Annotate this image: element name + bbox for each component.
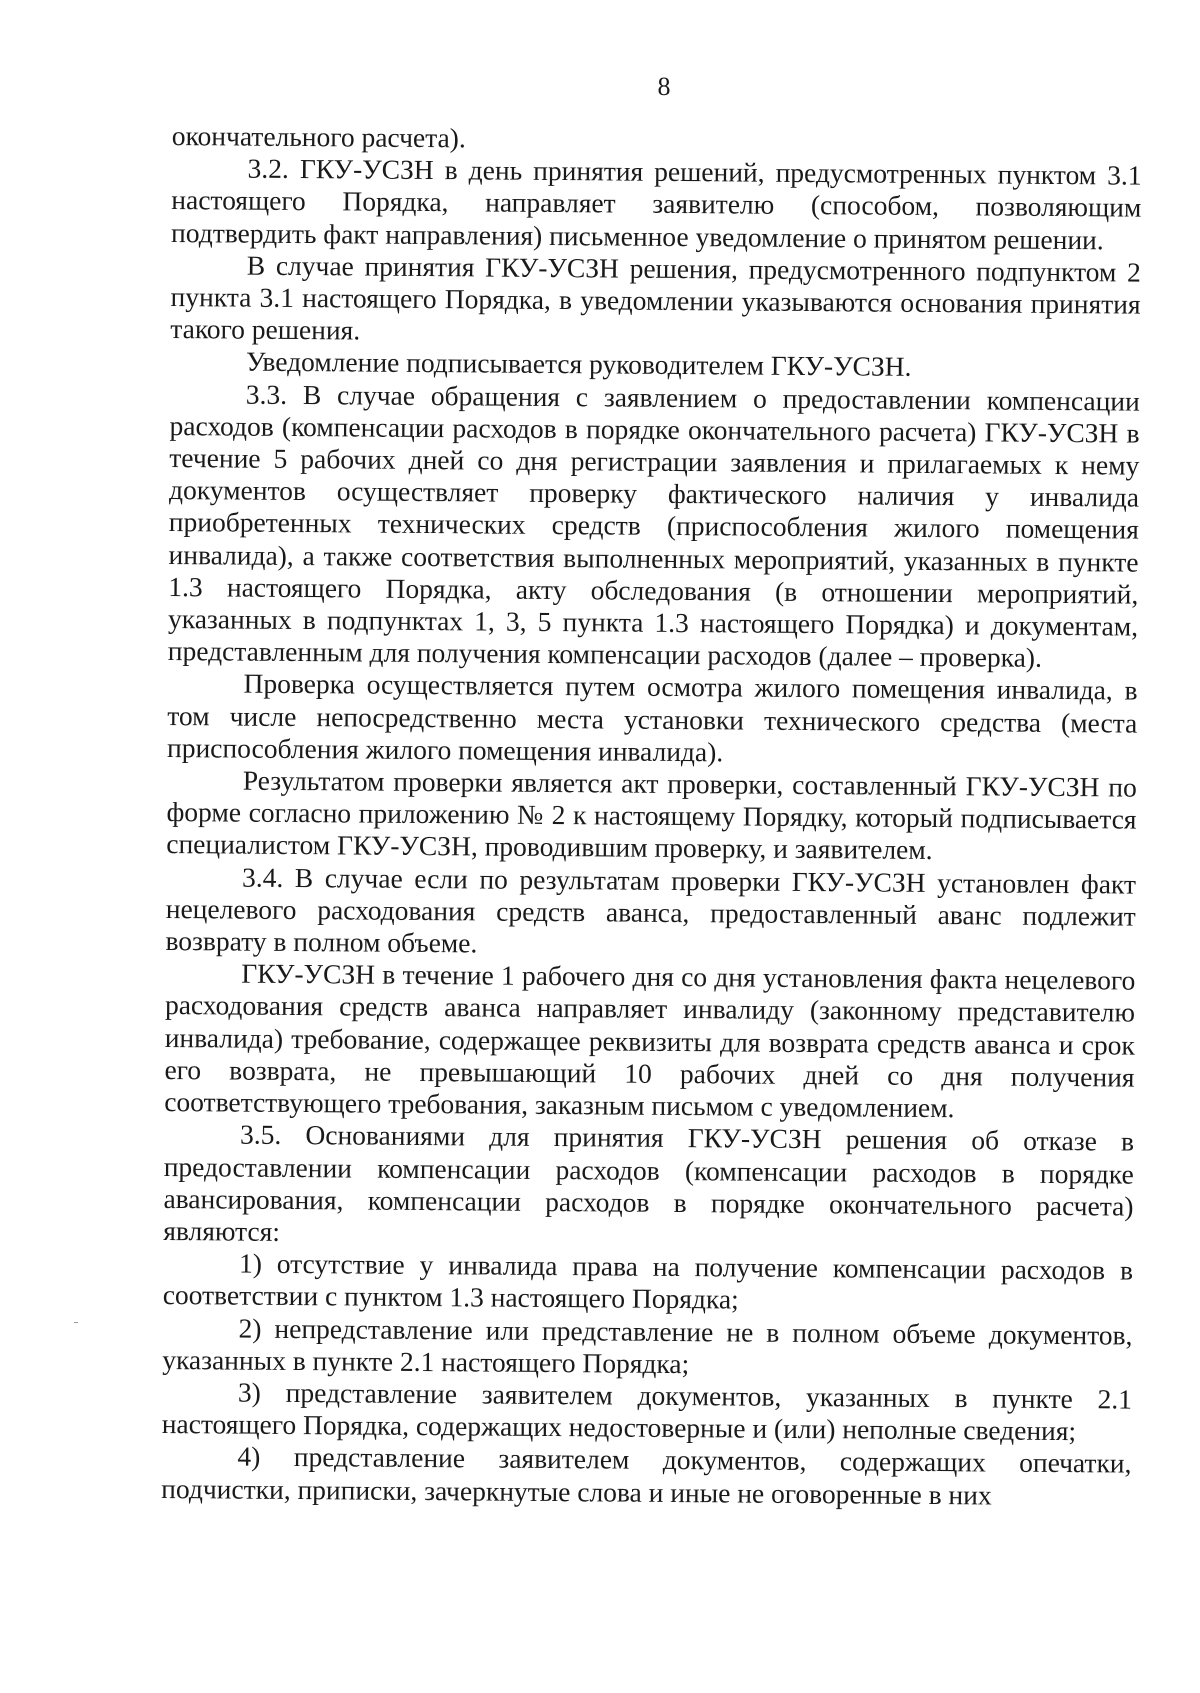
page-number: 8 bbox=[657, 72, 671, 101]
paragraph-continuation: окончательного расчета). bbox=[171, 120, 466, 154]
paragraph-3-2-signature: Уведомление подписывается руководителем ГКУ-УСЗН. bbox=[245, 346, 912, 383]
document-body bbox=[161, 120, 1142, 1512]
list-item-1: 1) отсутствие у инвалида права на получение компенсации расходов в соответствии с пунктом 1.3 настоящего Порядка; bbox=[162, 1247, 1134, 1315]
paragraph-3-3-inspection: Проверка осуществляется путем осмотра жилого помещения инвалида, в том числе непосредственно места установки технического средства (места приспособления жилого помещения инвалида). bbox=[166, 668, 1138, 768]
paragraph-3-5: 3.5. Основаниями для принятия ГКУ-УСЗН решения об отказе в предоставлении компенсации расходов (компенсации расходов в порядке авансирования, компенсации расходов в порядке окончательного расчета) являются: bbox=[163, 1118, 1135, 1247]
paragraph-3-2-decision-case: В случае принятия ГКУ-УСЗН решения, предусмотренного подпунктом 2 пункта 3.1 настоящего Порядка, в уведомлении указываются основания принятия такого решения. bbox=[170, 249, 1141, 346]
list-item-3: 3) представление заявителем документов, указанных в пункте 2.1 настоящего Порядка, содержащих недостоверные и (или) неполные сведения; bbox=[161, 1376, 1133, 1447]
list-item-2: 2) непредставление или представление не в полном объеме документов, указанных в пункте 2.1 настоящего Порядка; bbox=[162, 1312, 1133, 1379]
paragraph-3-4: 3.4. В случае если по результатам проверки ГКУ-УСЗН установлен факт нецелевого расходования средств аванса, предоставленный аванс подлежит возврату в полном объеме. bbox=[165, 861, 1137, 959]
paragraph-3-2: 3.2. ГКУ-УСЗН в день принятия решений, предусмотренных пунктом 3.1 настоящего Порядка, направляет заявителю (способом, позволяющим подтвердить факт направления) письменное уведомление о принятом решении. bbox=[170, 152, 1142, 255]
paragraph-3-4-requirement: ГКУ-УСЗН в течение 1 рабочего дня со дня установления факта нецелевого расходования средств аванса направляет инвалиду (законному представителю инвалида) требование, содержащее реквизиты для возврата средств аванса и срок его возврата, не превышающий 10 рабочих дней со дня получения соответствующего требования, заказным письмом с уведомлением. bbox=[164, 957, 1136, 1124]
scan-artifact bbox=[74, 1322, 78, 1323]
paragraph-3-3: 3.3. В случае обращения с заявлением о предоставлении компенсации расходов (компенсации расходов в порядке окончательного расчета) ГКУ-УСЗН в течение 5 рабочих дней со дня регистрации заявления и прилагаемых к нему документов осуществляет проверку фактического наличия у инвалида приобретенных технических средств (приспособления жилого помещения инвалида), а также соответствия выполненных мероприятий, указанных в пункте 1.3 настоящего Порядка, акту обследования (в отношении мероприятий, указанных в подпунктах 1, 3, 5 пункта 1.3 настоящего Порядка) и документам, представленным для получения компенсации расходов (далее – проверка). bbox=[167, 378, 1140, 674]
paragraph-3-3-result: Результатом проверки является акт проверки, составленный ГКУ-УСЗН по форме согласно приложению № 2 к настоящему Порядку, который подписывается специалистом ГКУ-УСЗН, проводившим проверку, и заявителем. bbox=[166, 764, 1137, 866]
list-item-4: 4) представление заявителем документов, содержащих опечатки, подчистки, приписки, зачеркнутые слова и иные не оговоренные в них bbox=[161, 1440, 1132, 1511]
